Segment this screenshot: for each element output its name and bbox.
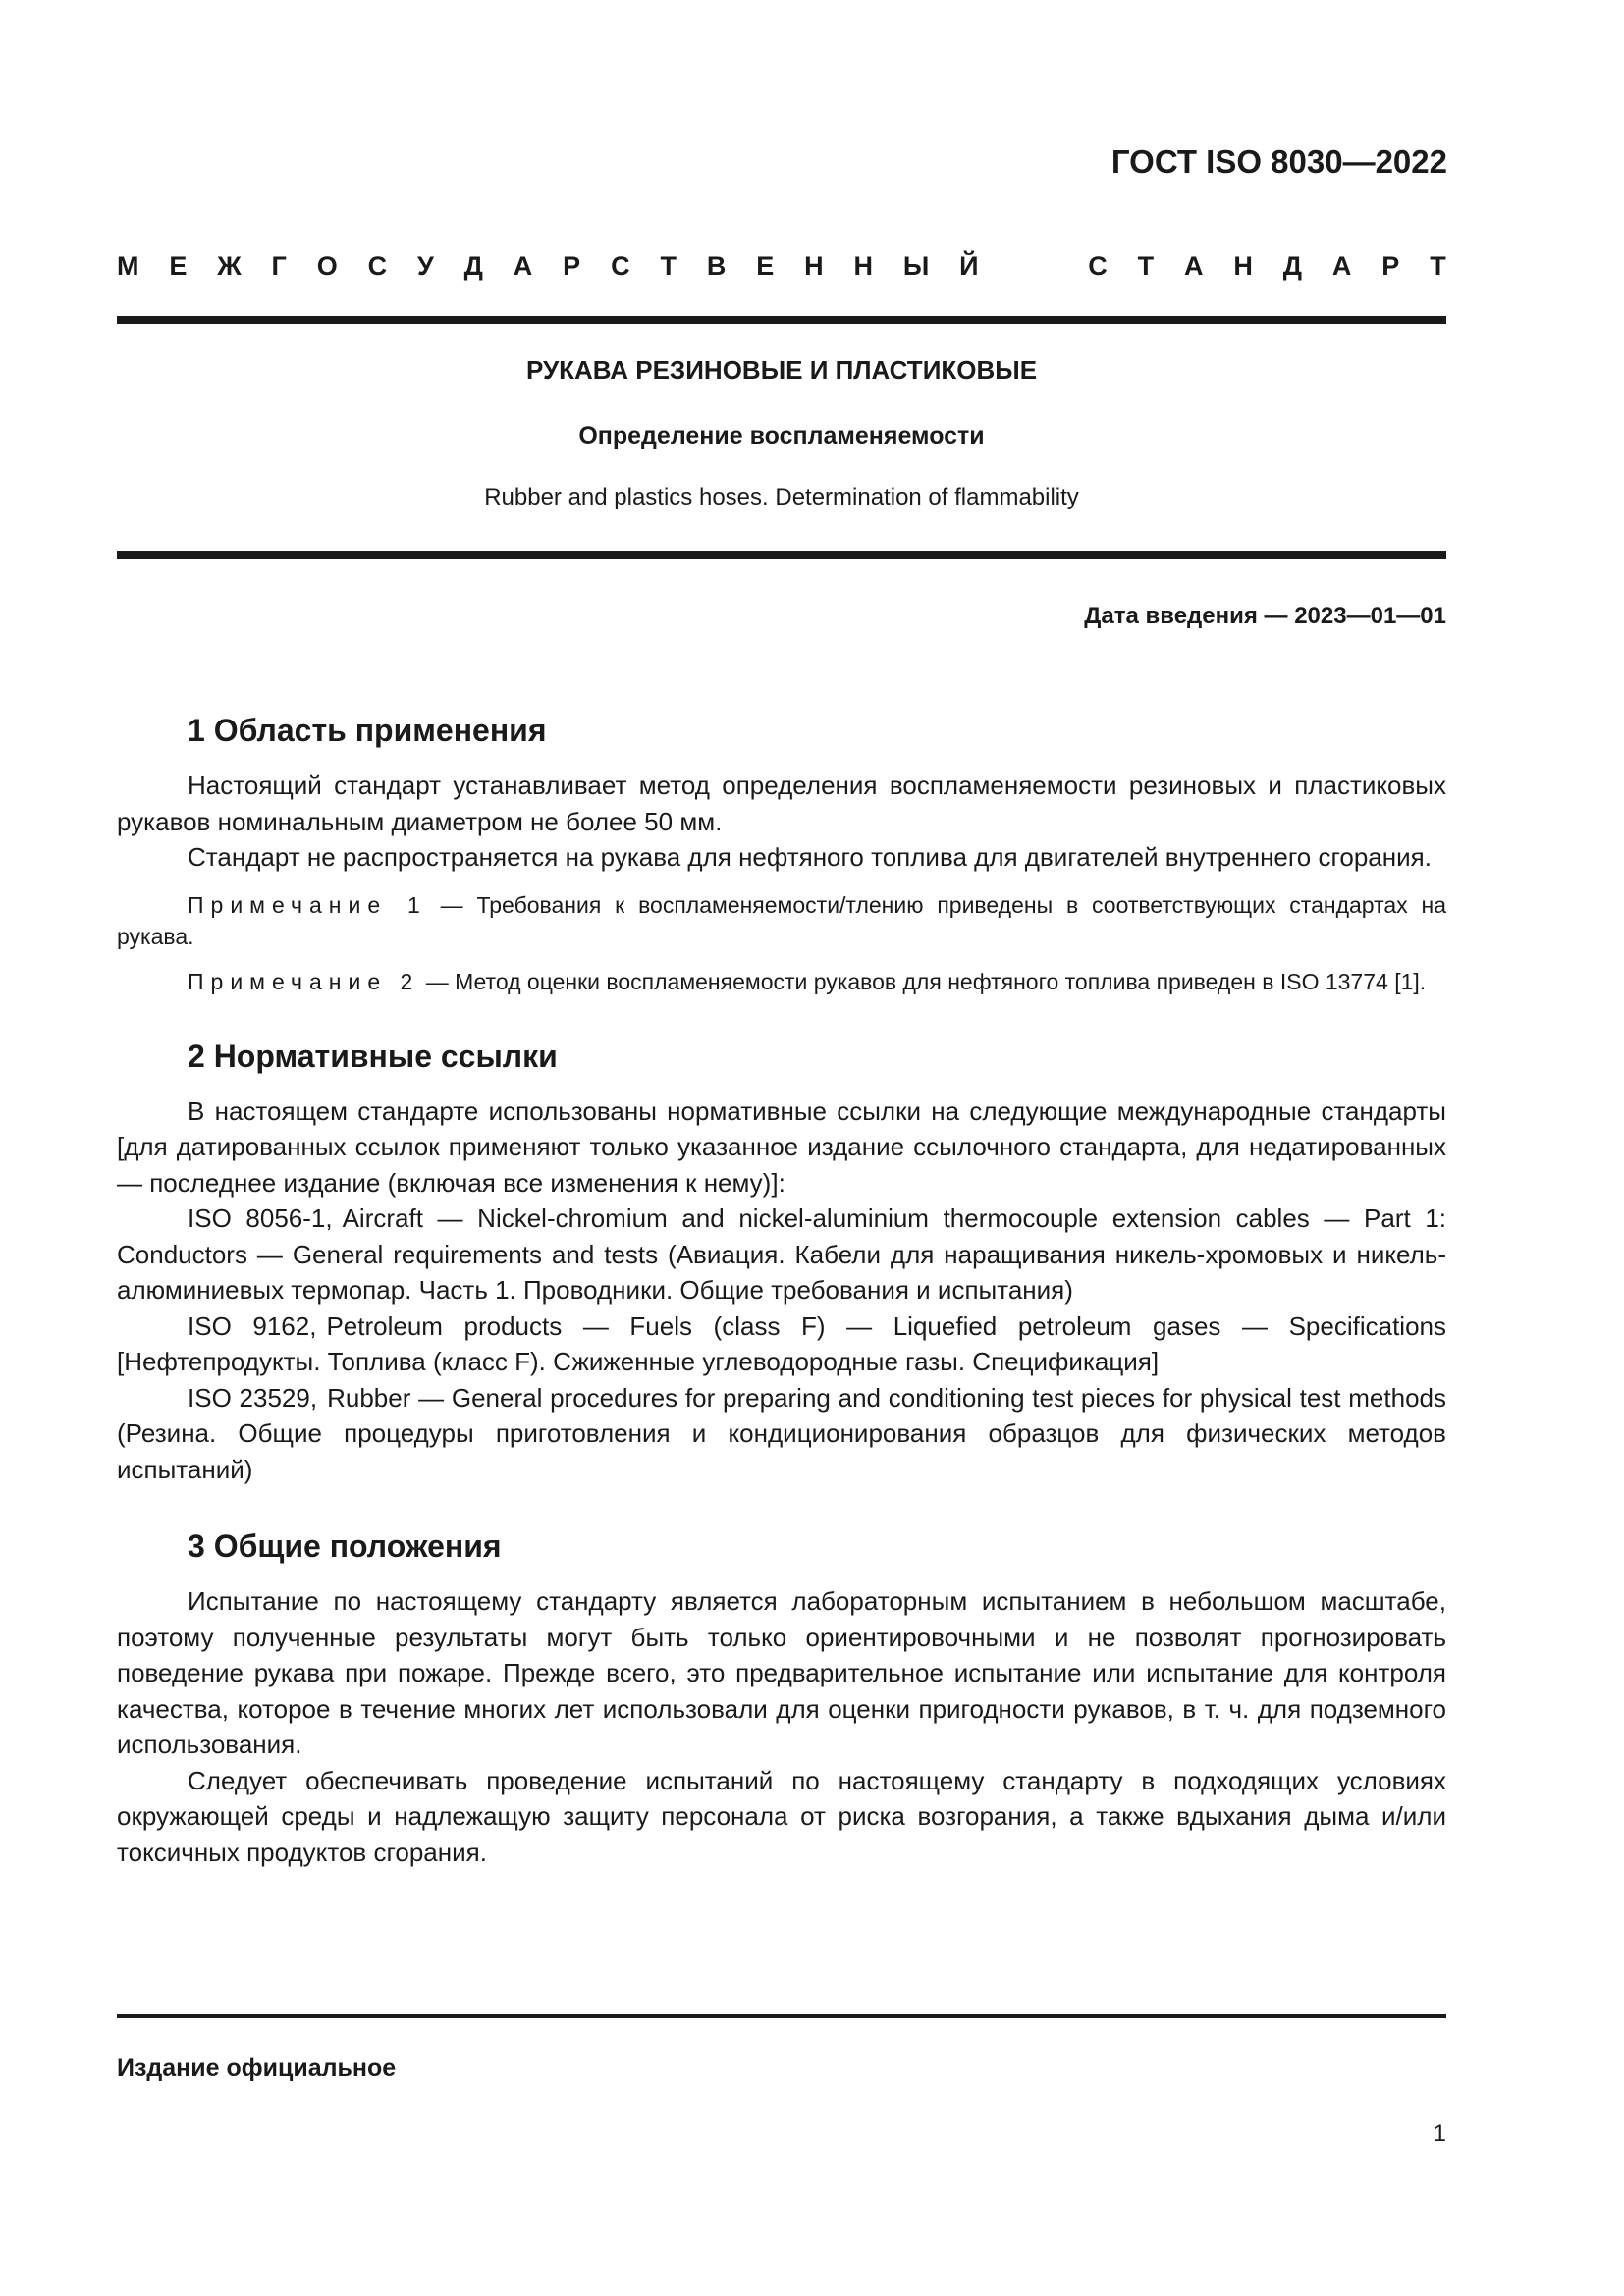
reference-item bbox=[117, 1201, 1446, 1308]
heading-letter: Н bbox=[804, 251, 824, 281]
heading-letter: С bbox=[367, 251, 388, 281]
heading-letter: Н bbox=[1233, 251, 1253, 281]
reference-text: Petroleum products — Fuels (class F) — Liquefied petroleum gases — Specifications [Нефтепродукты. Топлива (класс F). Сжиженные углеводородные газы. Спецификация] bbox=[117, 1310, 1446, 1376]
heading-letter: Т bbox=[1430, 251, 1446, 281]
section-normative-references bbox=[117, 1035, 1446, 1488]
heading-letter: Д bbox=[463, 251, 483, 281]
heading-letter: М bbox=[117, 251, 139, 281]
official-edition-label: Издание официальное bbox=[117, 2055, 397, 2082]
heading-letter: Д bbox=[1282, 251, 1303, 281]
heading-letter: Е bbox=[756, 251, 775, 281]
note-label: Примечание 1 bbox=[188, 891, 427, 918]
note bbox=[117, 889, 1446, 952]
note-text: — Метод оценки воспламеняемости рукавов для нефтяного топлива приведен в ISO 13774 [1]. bbox=[419, 968, 1427, 994]
section-heading: 1 Область применения bbox=[188, 713, 547, 748]
standard-code: ГОСТ ISO 8030—2022 bbox=[1110, 143, 1447, 180]
footer-divider bbox=[117, 2014, 1446, 2018]
reference-item bbox=[117, 1380, 1446, 1488]
section-heading: 2 Нормативные ссылки bbox=[188, 1038, 558, 1074]
heading-letter: Т bbox=[660, 251, 677, 281]
heading-letter: С bbox=[611, 251, 630, 281]
heading-letter: А bbox=[513, 251, 533, 281]
paragraph: Следует обеспечивать проведение испытаний по настоящему стандарту в подходящих условиях окружающей среды и надлежащую защиту персонала от риска возгорания, а также вдыхания дыма и/или токсичных продуктов сгорания. bbox=[117, 1765, 1446, 1867]
heading-letter: А bbox=[1184, 251, 1204, 281]
heading-letter: Й bbox=[959, 251, 979, 281]
heading-letter: Е bbox=[169, 251, 188, 281]
reference-id: ISO 23529, bbox=[188, 1382, 318, 1413]
heading-letter: О bbox=[316, 251, 338, 281]
note bbox=[117, 966, 1446, 997]
paragraph: Настоящий стандарт устанавливает метод определения воспламеняемости резиновых и пластиковых рукавов номинальным диаметром не более 50 мм. bbox=[117, 771, 1446, 836]
interstate-standard-heading bbox=[117, 251, 1446, 291]
main-content bbox=[117, 709, 1446, 1870]
word-gap bbox=[1008, 251, 1057, 291]
heading-letter: Р bbox=[563, 251, 581, 281]
reference-text: Aircraft — Nickel-chromium and nickel-aluminium thermocouple extension cables — Part 1: Conductors — General requirements and tests (Авиация. Кабели для наращивания никель-хромовых и никель-алюминиевых термопар. Часть 1. Проводники. Общие требования и испытания) bbox=[117, 1203, 1446, 1305]
note-text: — Требования к воспламеняемости/тлению приведены в соответствующих стандартах на рукава. bbox=[117, 891, 1446, 949]
heading-letter: У bbox=[417, 251, 434, 281]
heading-letter: Г bbox=[271, 251, 287, 281]
heading-letter: Т bbox=[1137, 251, 1155, 281]
english-title: Rubber and plastics hoses. Determination of flammability bbox=[484, 484, 1079, 510]
heading-letter: Ж bbox=[217, 251, 242, 281]
document-title: РУКАВА РЕЗИНОВЫЕ И ПЛАСТИКОВЫЕ bbox=[525, 355, 1038, 385]
introduction-date: Дата введения — 2023—01—01 bbox=[1084, 603, 1446, 629]
section-scope bbox=[117, 709, 1446, 997]
heading-letter: С bbox=[1088, 251, 1108, 281]
heading-letter: Р bbox=[1381, 251, 1400, 281]
paragraph: Стандарт не распространяется на рукава для нефтяного топлива для двигателей внутреннего сгорания. bbox=[188, 842, 1432, 872]
document-subtitle: Определение воспламеняемости bbox=[578, 422, 985, 450]
top-divider bbox=[117, 316, 1446, 324]
heading-letter: В bbox=[706, 251, 727, 281]
heading-letter: Н bbox=[853, 251, 873, 281]
heading-letter: А bbox=[1331, 251, 1352, 281]
note-label: Примечание 2 bbox=[188, 968, 420, 994]
paragraph: В настоящем стандарте использованы нормативные ссылки на следующие международные стандарты [для датированных ссылок применяют только указанное издание ссылочного стандарта, для недатированных — последнее издание (включая все изменения к нему)]: bbox=[117, 1095, 1446, 1198]
page-number: 1 bbox=[1433, 2120, 1446, 2147]
heading-letter: Ы bbox=[902, 251, 930, 281]
paragraph: Испытание по настоящему стандарту является лабораторным испытанием в небольшом масштабе, поэтому полученные результаты могут быть только ориентировочными и не позволят прогнозировать поведение рукава при пожаре. Прежде всего, это предварительное испытание или испытание для контроля качества, которое в течение многих лет использовали для оценки пригодности рукавов, в т. ч. для подземного использования. bbox=[117, 1586, 1446, 1759]
reference-item bbox=[117, 1308, 1446, 1380]
title-divider bbox=[117, 551, 1446, 559]
section-general-provisions bbox=[117, 1524, 1446, 1870]
reference-text: Rubber — General procedures for preparing and conditioning test pieces for physical test methods (Резина. Общие процедуры приготовления и кондиционирования образцов для физических методов испытаний) bbox=[117, 1382, 1446, 1484]
reference-id: ISO 8056-1, bbox=[188, 1203, 333, 1233]
reference-id: ISO 9162, bbox=[188, 1310, 317, 1341]
section-heading: 3 Общие положения bbox=[188, 1528, 502, 1564]
